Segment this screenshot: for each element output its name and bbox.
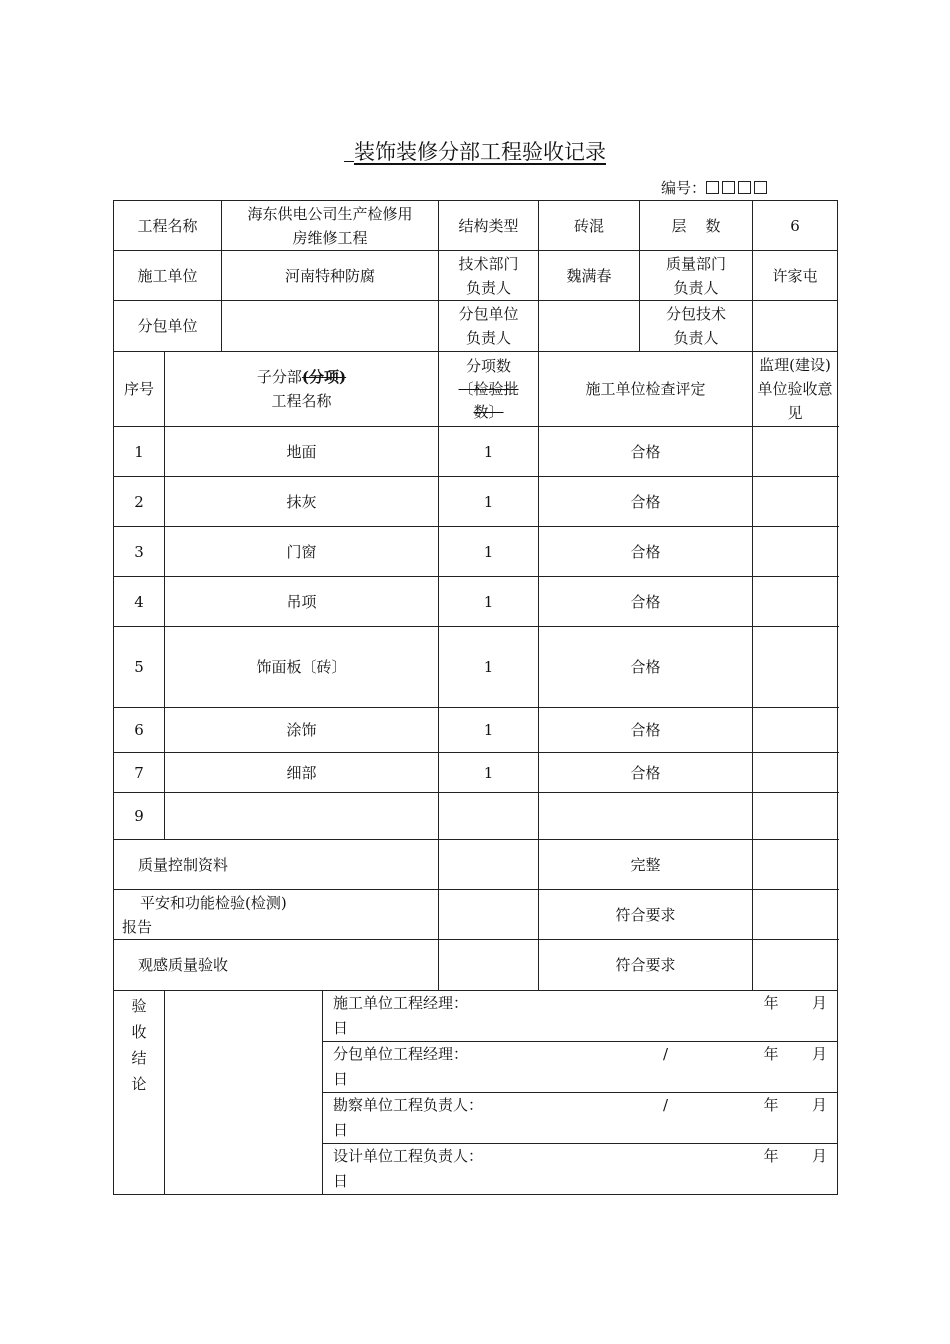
sign-year: 年 bbox=[763, 994, 779, 1012]
floors-value: 6 bbox=[753, 201, 838, 251]
sign-year: 年 bbox=[763, 1045, 779, 1063]
col-sub-name-1a: 子分部 bbox=[256, 368, 302, 386]
row-eval: 合格 bbox=[539, 753, 753, 793]
row-opinion bbox=[753, 627, 838, 708]
col-count-line1: 分项数 bbox=[466, 356, 512, 375]
sign-label: 设计单位工程负责人： bbox=[333, 1147, 484, 1165]
summary-row-safety-report bbox=[114, 890, 838, 940]
sign-year-month bbox=[764, 1093, 827, 1118]
row-name: 细部 bbox=[165, 753, 439, 793]
sign-day: 日 bbox=[333, 1121, 349, 1139]
code-box-1 bbox=[706, 181, 719, 194]
conclusion-char-2: 收 bbox=[131, 1023, 147, 1041]
project-name-line2: 房维修工程 bbox=[292, 228, 368, 247]
row-opinion bbox=[753, 477, 838, 527]
row-seq: 7 bbox=[114, 753, 165, 793]
table-row bbox=[114, 477, 838, 527]
col-supervisor bbox=[753, 352, 838, 427]
summary-count bbox=[439, 940, 539, 991]
col-count-line2: 〔检验批 bbox=[458, 379, 519, 398]
row-opinion bbox=[753, 577, 838, 627]
quality-dept-label-line1: 质量部门 bbox=[666, 254, 727, 273]
tech-dept-value: 魏满春 bbox=[539, 251, 640, 301]
row-seq: 3 bbox=[114, 527, 165, 577]
summary-eval: 符合要求 bbox=[539, 940, 753, 991]
col-sub-name bbox=[165, 352, 439, 427]
summary-label-line2: 报告 bbox=[122, 917, 153, 936]
row-seq: 1 bbox=[114, 427, 165, 477]
row-eval: 合格 bbox=[539, 427, 753, 477]
col-count bbox=[439, 352, 539, 427]
sign-survey-head bbox=[323, 1093, 838, 1144]
row-count: 1 bbox=[439, 427, 539, 477]
code-label: 编号： bbox=[660, 179, 706, 197]
tech-dept-label-line2: 负责人 bbox=[466, 278, 512, 297]
conclusion-char-1: 验 bbox=[131, 997, 147, 1015]
row-name: 地面 bbox=[165, 427, 439, 477]
row-name bbox=[165, 793, 439, 840]
summary-opinion bbox=[753, 940, 838, 991]
table-row bbox=[114, 708, 838, 753]
subcontractor-label: 分包单位 bbox=[114, 301, 222, 352]
row-eval bbox=[539, 793, 753, 840]
sign-contractor-manager bbox=[323, 991, 838, 1042]
summary-count bbox=[439, 840, 539, 890]
table-row bbox=[114, 793, 838, 840]
project-name-line1: 海东供电公司生产检修用 bbox=[247, 204, 413, 223]
sub-head-value bbox=[539, 301, 640, 352]
subcontractor-value bbox=[222, 301, 439, 352]
row-name: 门窗 bbox=[165, 527, 439, 577]
table-row bbox=[114, 627, 838, 708]
row-name: 抹灰 bbox=[165, 477, 439, 527]
structure-value: 砖混 bbox=[539, 201, 640, 251]
sub-tech-label-line1: 分包技术 bbox=[666, 305, 727, 323]
sign-slash: / bbox=[663, 1096, 669, 1114]
subcontractor-row bbox=[114, 301, 838, 352]
column-header-row bbox=[114, 352, 838, 427]
sign-year-month bbox=[764, 991, 827, 1016]
sign-month: 月 bbox=[812, 1147, 828, 1165]
table-row bbox=[114, 427, 838, 477]
conclusion-content bbox=[165, 991, 323, 1195]
document-code bbox=[661, 177, 770, 198]
row-eval: 合格 bbox=[539, 477, 753, 527]
col-supervisor-line1: 监理(建设) bbox=[759, 356, 831, 374]
summary-label: 观感质量验收 bbox=[114, 940, 439, 991]
floors-label: 层 数 bbox=[640, 201, 753, 251]
table-row bbox=[114, 753, 838, 793]
row-seq: 5 bbox=[114, 627, 165, 708]
summary-eval: 完整 bbox=[539, 840, 753, 890]
row-count bbox=[439, 793, 539, 840]
row-seq: 6 bbox=[114, 708, 165, 753]
sign-day: 日 bbox=[333, 1172, 349, 1190]
code-box-4 bbox=[754, 181, 767, 194]
summary-row-quality-data bbox=[114, 840, 838, 890]
structure-label: 结构类型 bbox=[439, 201, 539, 251]
sign-year-month bbox=[764, 1042, 827, 1067]
row-count: 1 bbox=[439, 477, 539, 527]
col-supervisor-line2: 单位验收意见 bbox=[757, 380, 833, 422]
sign-label: 勘察单位工程负责人： bbox=[333, 1096, 484, 1114]
row-eval: 合格 bbox=[539, 627, 753, 708]
summary-count bbox=[439, 890, 539, 940]
contractor-value: 河南特种防腐 bbox=[222, 251, 439, 301]
conclusion-char-3: 结 bbox=[131, 1049, 147, 1067]
title-main: 装饰装修分部工程验收记录 bbox=[354, 140, 606, 164]
row-opinion bbox=[753, 427, 838, 477]
col-sub-name-line2: 工程名称 bbox=[271, 392, 332, 410]
tech-dept-label-line1: 技术部门 bbox=[458, 254, 519, 273]
acceptance-table bbox=[113, 200, 838, 1195]
sign-label: 施工单位工程经理： bbox=[333, 994, 469, 1012]
tech-dept-label bbox=[439, 251, 539, 301]
summary-opinion bbox=[753, 840, 838, 890]
sign-year: 年 bbox=[763, 1147, 779, 1165]
row-opinion bbox=[753, 753, 838, 793]
project-name-label: 工程名称 bbox=[114, 201, 222, 251]
sub-head-label bbox=[439, 301, 539, 352]
sign-slash: / bbox=[663, 1045, 669, 1063]
sign-month: 月 bbox=[812, 994, 828, 1012]
sign-year-month bbox=[764, 1144, 827, 1169]
title-underline-pad bbox=[344, 141, 354, 162]
row-seq: 9 bbox=[114, 793, 165, 840]
summary-opinion bbox=[753, 890, 838, 940]
col-count-line3: 数〕 bbox=[473, 402, 504, 421]
sign-design-head bbox=[323, 1144, 838, 1195]
row-eval: 合格 bbox=[539, 577, 753, 627]
sub-head-label-line2: 负责人 bbox=[466, 329, 512, 347]
sign-day: 日 bbox=[333, 1019, 349, 1037]
quality-dept-value: 许家屯 bbox=[753, 251, 838, 301]
code-box-3 bbox=[738, 181, 751, 194]
sign-month: 月 bbox=[812, 1096, 828, 1114]
row-name: 涂饰 bbox=[165, 708, 439, 753]
col-sub-name-1b: (分项) bbox=[301, 368, 347, 386]
row-count: 1 bbox=[439, 627, 539, 708]
row-opinion bbox=[753, 527, 838, 577]
sign-month: 月 bbox=[812, 1045, 828, 1063]
table-row bbox=[114, 577, 838, 627]
col-seq: 序号 bbox=[114, 352, 165, 427]
row-eval: 合格 bbox=[539, 708, 753, 753]
summary-label: 质量控制资料 bbox=[114, 840, 439, 890]
sub-head-label-line1: 分包单位 bbox=[458, 305, 519, 323]
quality-dept-label bbox=[640, 251, 753, 301]
col-contractor-eval: 施工单位检查评定 bbox=[539, 352, 753, 427]
summary-label-line1: 平安和功能检验(检测) bbox=[140, 893, 287, 912]
sub-tech-label bbox=[640, 301, 753, 352]
sign-subcontractor-manager bbox=[323, 1042, 838, 1093]
sign-year: 年 bbox=[763, 1096, 779, 1114]
summary-eval: 符合要求 bbox=[539, 890, 753, 940]
row-name: 吊项 bbox=[165, 577, 439, 627]
sign-label: 分包单位工程经理： bbox=[333, 1045, 469, 1063]
row-name: 饰面板〔砖〕 bbox=[165, 627, 439, 708]
code-box-2 bbox=[722, 181, 735, 194]
quality-dept-label-line2: 负责人 bbox=[673, 278, 719, 297]
conclusion-label bbox=[114, 991, 165, 1195]
row-seq: 4 bbox=[114, 577, 165, 627]
conclusion-char-4: 论 bbox=[131, 1075, 147, 1093]
row-opinion bbox=[753, 793, 838, 840]
row-count: 1 bbox=[439, 577, 539, 627]
summary-label bbox=[114, 890, 439, 940]
contractor-label: 施工单位 bbox=[114, 251, 222, 301]
table-row bbox=[114, 527, 838, 577]
row-count: 1 bbox=[439, 527, 539, 577]
row-opinion bbox=[753, 708, 838, 753]
summary-row-appearance bbox=[114, 940, 838, 991]
project-row bbox=[114, 201, 838, 251]
col-sub-name-line1 bbox=[167, 365, 436, 389]
row-count: 1 bbox=[439, 708, 539, 753]
sub-tech-label-line2: 负责人 bbox=[673, 329, 719, 347]
row-eval: 合格 bbox=[539, 527, 753, 577]
conclusion-row-1 bbox=[114, 991, 838, 1042]
row-seq: 2 bbox=[114, 477, 165, 527]
project-name-value bbox=[222, 201, 439, 251]
sub-tech-value bbox=[753, 301, 838, 352]
row-count: 1 bbox=[439, 753, 539, 793]
page-title bbox=[0, 136, 950, 166]
contractor-row bbox=[114, 251, 838, 301]
sign-day: 日 bbox=[333, 1070, 349, 1088]
